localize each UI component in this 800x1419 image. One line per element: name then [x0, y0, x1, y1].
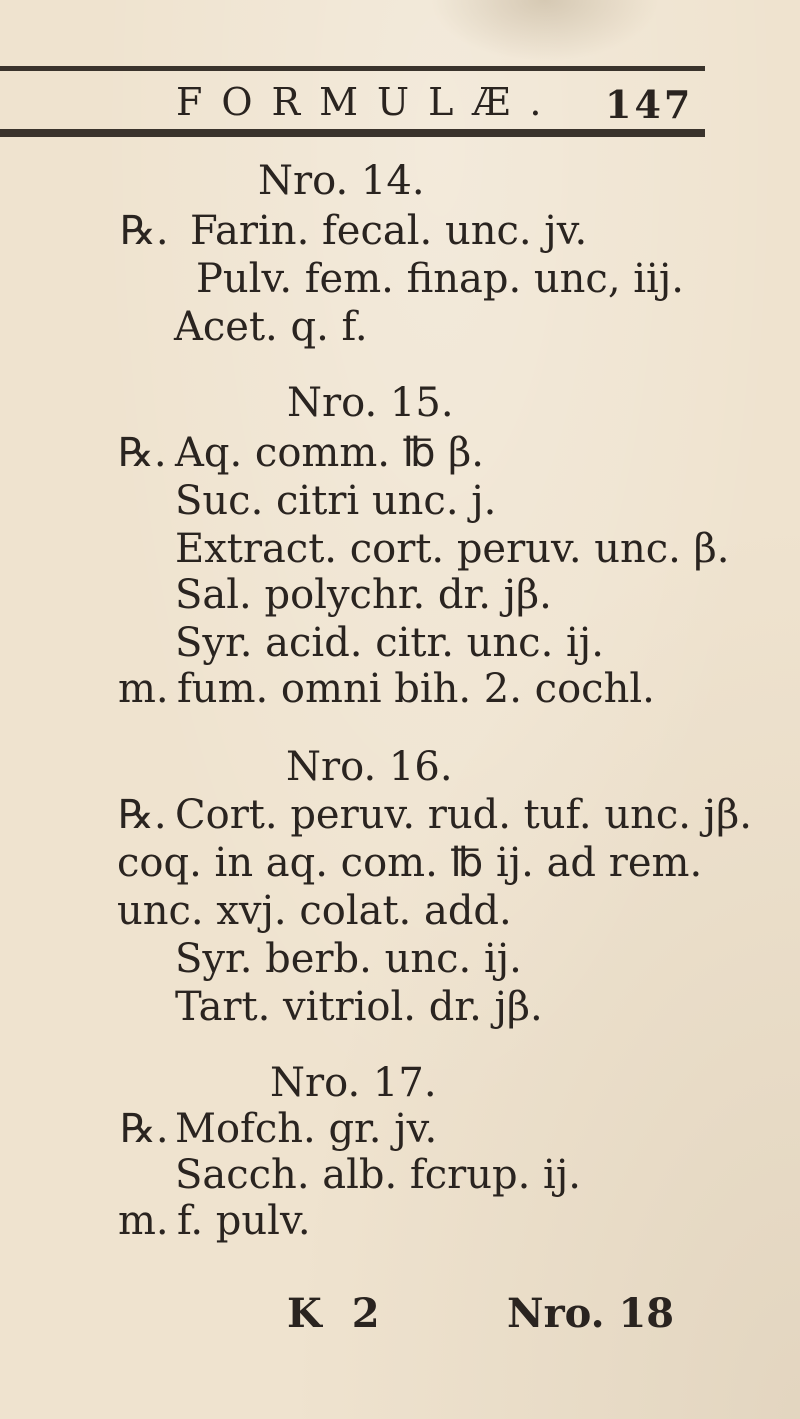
ingredient-line: coq. in aq. com. ℔ ij. ad rem. — [117, 840, 703, 886]
recipe-symbol: ℞. — [118, 430, 167, 476]
formula-number: Nro. 15. — [287, 380, 454, 426]
ingredient-line: Aq. comm. ℔ β. — [175, 430, 484, 476]
ingredient-line: f. pulv. — [177, 1198, 311, 1244]
mix-instruction-marker: m. — [118, 666, 169, 712]
signature-mark: K 2 — [287, 1290, 388, 1337]
ingredient-line: Acet. q. f. — [174, 304, 368, 350]
ingredient-line: Suc. citri unc. j. — [175, 478, 497, 524]
ingredient-line: Cort. peruv. rud. tuf. unc. jβ. — [175, 792, 752, 838]
recipe-symbol: ℞. — [120, 208, 169, 254]
catchword: Nro. 18 — [507, 1290, 675, 1337]
ingredient-line: Sal. polychr. dr. jβ. — [175, 572, 552, 618]
formula-number: Nro. 16. — [286, 744, 453, 790]
running-title: FORMULÆ. — [176, 80, 561, 124]
paper-stain — [430, 0, 660, 62]
mix-instruction-marker: m. — [118, 1198, 169, 1244]
formula-number: Nro. 17. — [270, 1060, 437, 1106]
page-footer — [0, 1290, 800, 1350]
ingredient-line: Syr. acid. citr. unc. ij. — [175, 620, 604, 666]
page-header — [0, 66, 800, 138]
recipe-symbol: ℞. — [120, 1106, 169, 1152]
ingredient-line: unc. xvj. colat. add. — [117, 888, 512, 934]
header-rule-bottom — [0, 129, 705, 137]
ingredient-line: Pulv. fem. finap. unc, iij. — [196, 256, 684, 302]
header-rule-top — [0, 66, 705, 71]
ingredient-line: fum. omni bih. 2. cochl. — [177, 666, 655, 712]
ingredient-line: Sacch. alb. fcrup. ij. — [175, 1152, 581, 1198]
ingredient-line: Tart. vitriol. dr. jβ. — [175, 984, 543, 1030]
recipe-symbol: ℞. — [118, 792, 167, 838]
page-number: 147 — [605, 82, 694, 127]
ingredient-line: Syr. berb. unc. ij. — [175, 936, 522, 982]
ingredient-line: Mofch. gr. jv. — [175, 1106, 438, 1152]
ingredient-line: Farin. fecal. unc. jv. — [190, 208, 588, 254]
formula-number: Nro. 14. — [258, 158, 425, 204]
ingredient-line: Extract. cort. peruv. unc. β. — [175, 526, 730, 572]
